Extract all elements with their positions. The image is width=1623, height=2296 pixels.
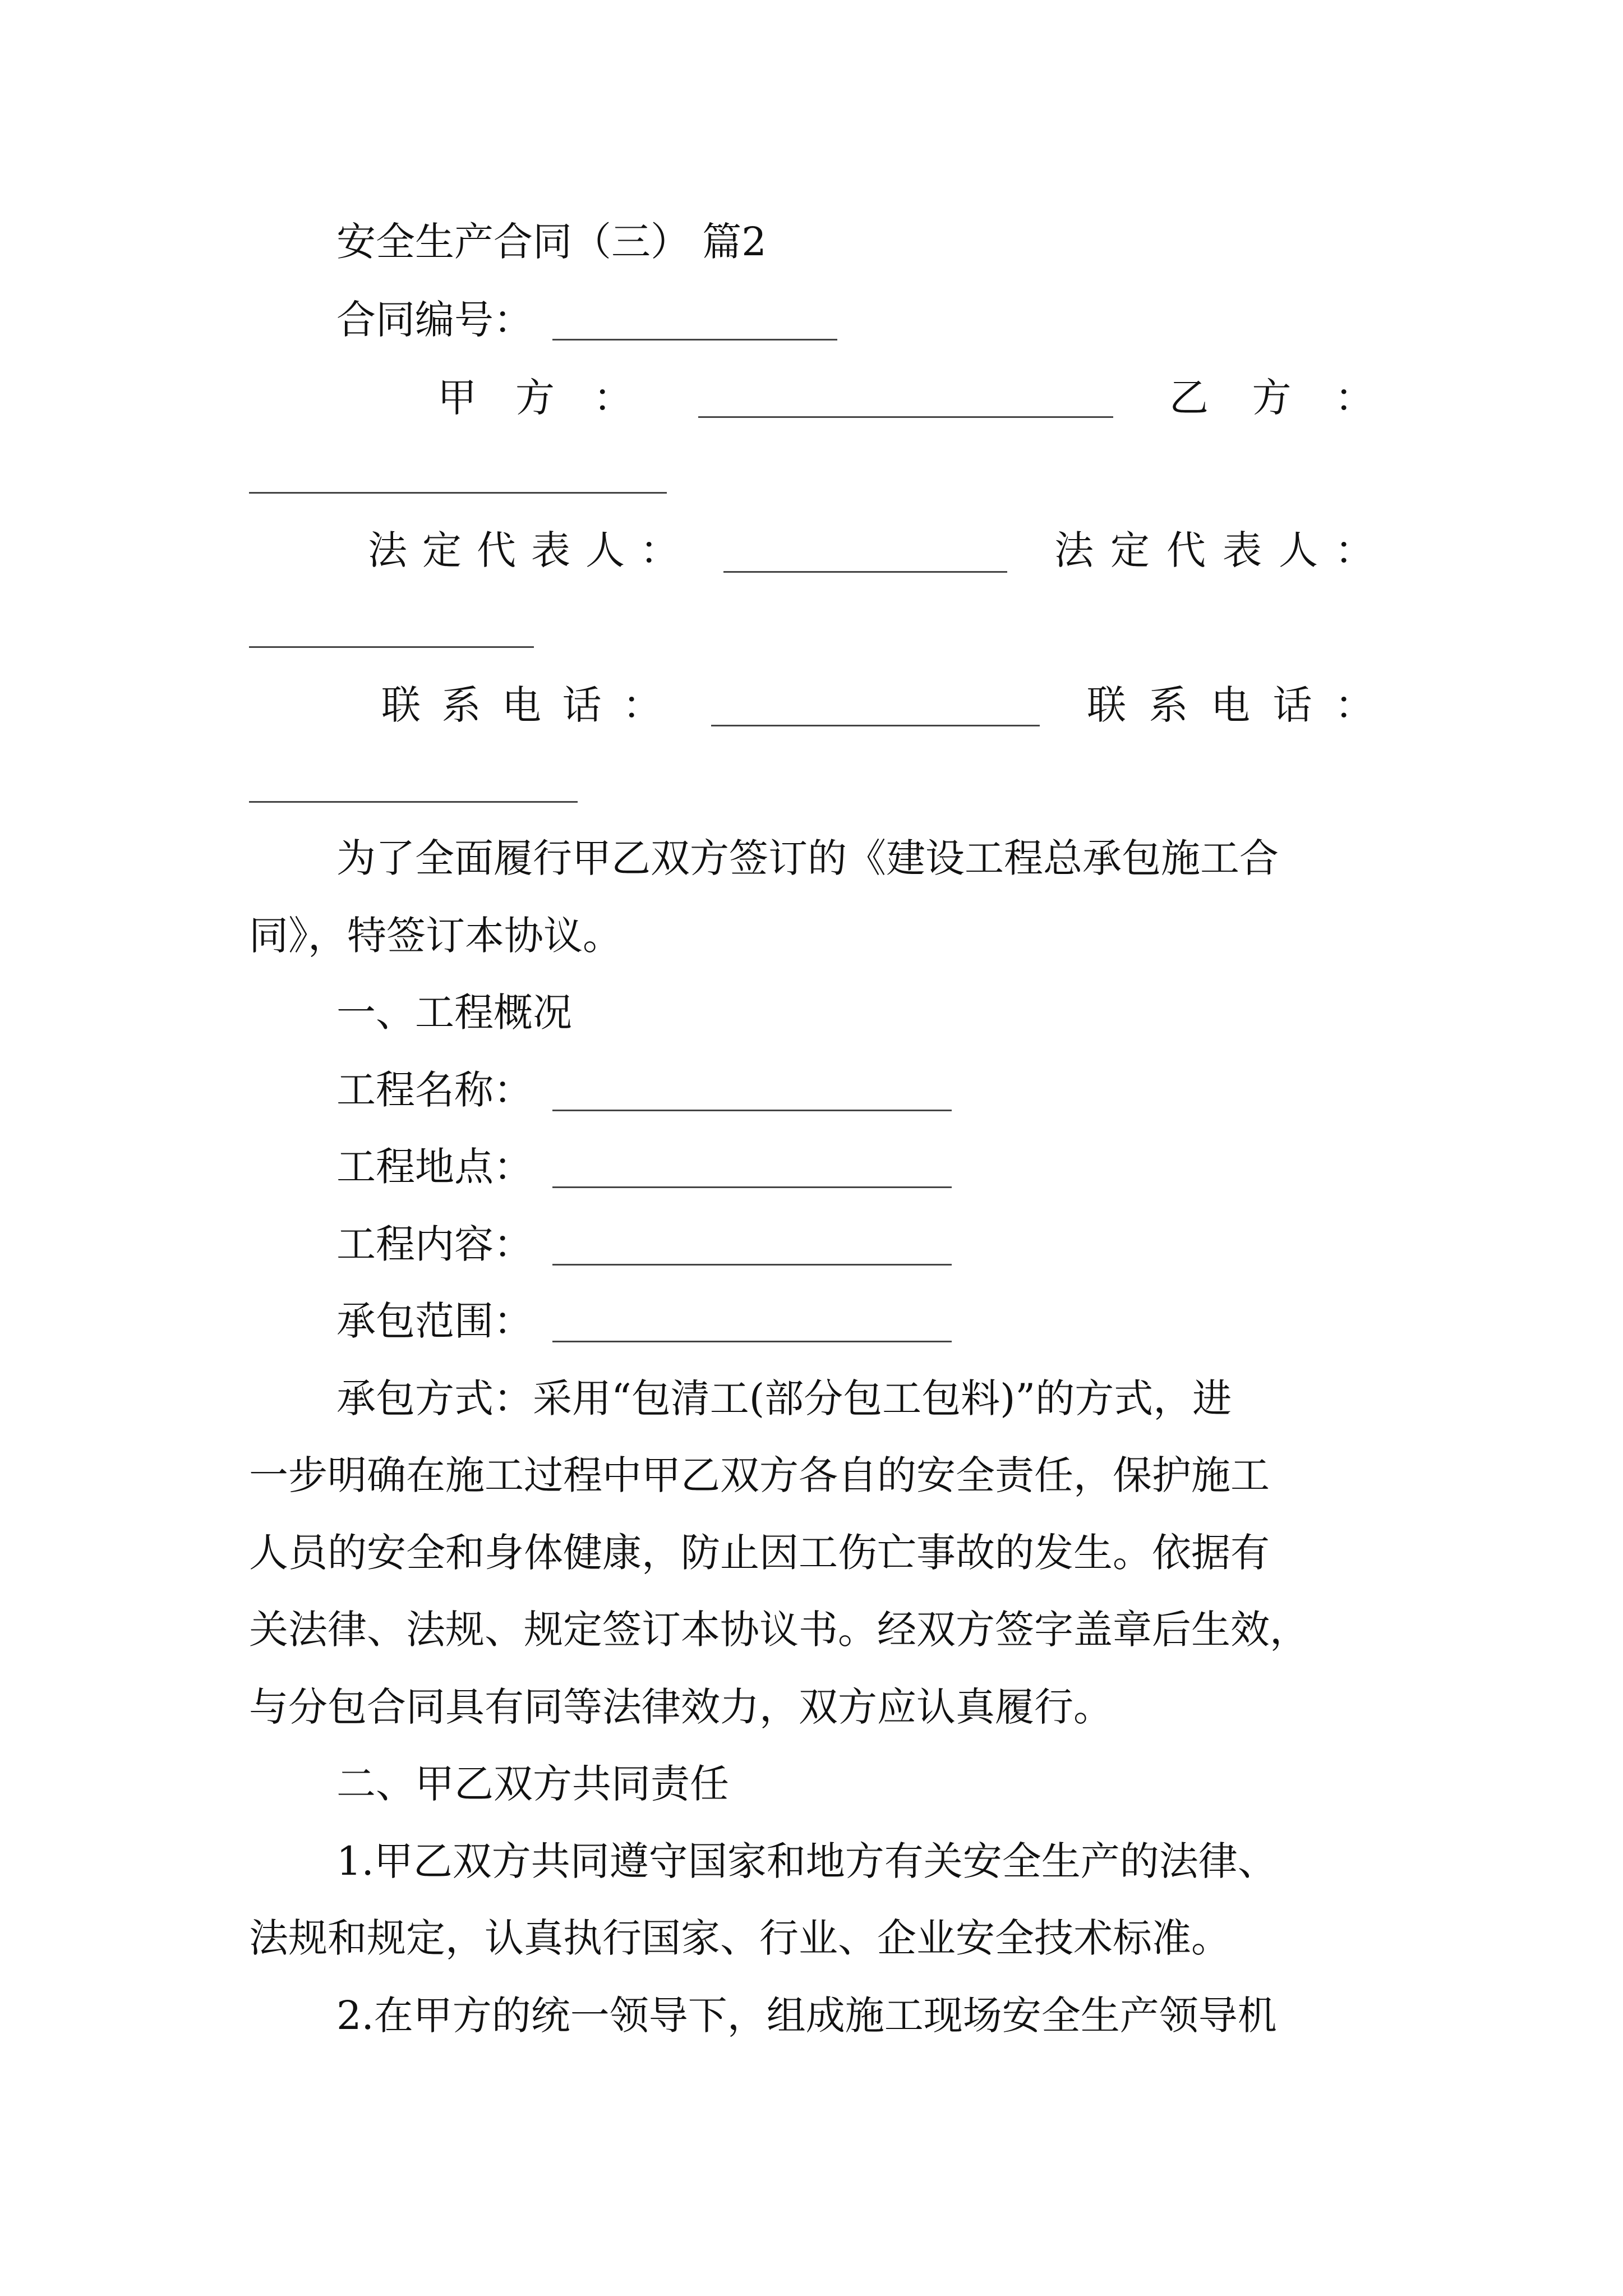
section2-item2-line1: 2.在甲方的统一领导下，组成施工现场安全生产领导机 — [336, 1993, 1277, 2039]
phone-b-blank — [249, 801, 578, 803]
project-name-blank — [552, 1110, 952, 1111]
document-title: 安全生产合同（三） 篇2 — [336, 219, 767, 265]
project-content-label: 工程内容： — [336, 1221, 533, 1267]
legal-rep-b-label: 法 定 代 表 人 ： — [1054, 527, 1374, 573]
section2-item1-line1: 1.甲乙双方共同遵守国家和地方有关安全生产的法律、 — [336, 1838, 1277, 1884]
party-a-blank — [698, 416, 1113, 418]
project-location-blank — [552, 1186, 952, 1188]
legal-rep-b-blank — [249, 646, 534, 648]
phone-a-blank — [711, 725, 1040, 726]
legal-rep-a-label: 法 定 代 表 人 ： — [368, 527, 679, 573]
project-location-label: 工程地点： — [336, 1144, 533, 1190]
project-content-blank — [552, 1264, 952, 1266]
method-line-5: 与分包合同具有同等法律效力，双方应认真履行。 — [249, 1684, 1113, 1730]
phone-a-label: 联 系 电 话 ： — [381, 682, 662, 728]
contract-scope-blank — [552, 1341, 952, 1342]
method-line-3: 人员的安全和身体健康，防止因工伤亡事故的发生。依据有 — [249, 1530, 1270, 1576]
section2-item1-line2: 法规和规定，认真执行国家、行业、企业安全技术标准。 — [249, 1915, 1230, 1961]
method-line-1: 承包方式：采用“包清工(部分包工包料)”的方式，进 — [336, 1375, 1232, 1421]
party-b-label: 乙 方 ： — [1169, 375, 1374, 421]
party-b-blank — [249, 492, 667, 494]
party-a-label: 甲 方 ： — [437, 375, 633, 421]
method-line-4: 关法律、法规、规定签订本协议书。经双方签字盖章后生效， — [249, 1607, 1309, 1653]
contract-number-label: 合同编号： — [336, 297, 533, 343]
phone-b-label: 联 系 电 话 ： — [1087, 682, 1374, 728]
method-line-2: 一步明确在施工过程中甲乙双方各自的安全责任，保护施工 — [249, 1452, 1270, 1498]
section1-heading: 一、工程概况 — [336, 990, 572, 1036]
section2-heading: 二、甲乙双方共同责任 — [336, 1761, 729, 1807]
contract-scope-label: 承包范围： — [336, 1298, 533, 1344]
intro-line-1: 为了全面履行甲乙双方签订的《建设工程总承包施工合 — [336, 835, 1279, 881]
contract-number-blank — [552, 339, 837, 341]
intro-line-2: 同》，特签订本协议。 — [249, 913, 622, 959]
legal-rep-a-blank — [723, 571, 1007, 573]
project-name-label: 工程名称： — [336, 1067, 533, 1113]
